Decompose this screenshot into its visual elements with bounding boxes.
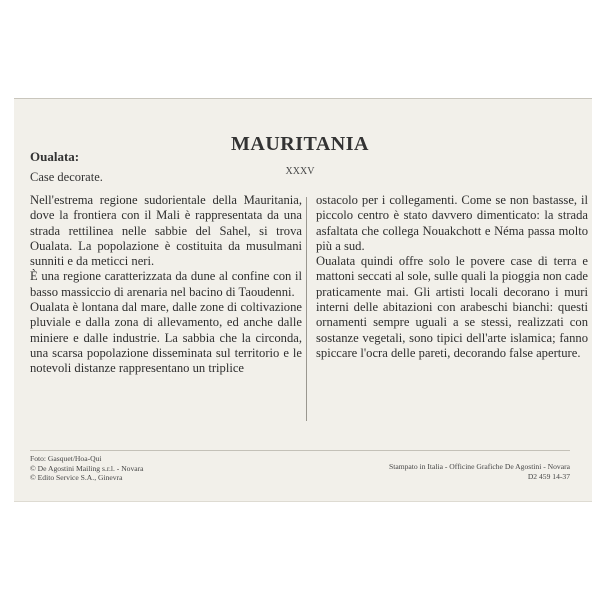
place-name: Oualata:: [30, 149, 80, 164]
photo-caption: Case decorate.: [30, 170, 103, 184]
column-divider: [306, 197, 307, 421]
paragraph: Oualata quindi offre solo le povere case di terra e mattoni seccati al sole, sulle quali la pioggia non cade praticamente mai. Gli artisti locali decorano i muri interni delle abitazioni con arabeschi bianchi: questi ornamenti sempre uguali a se stessi, realizzati con sostanze vegetali, sono tipici dell'arte islamica; fanno spiccare l'ocra delle pareti, decorando false aperture.: [316, 254, 588, 360]
paragraph: ostacolo per i collegamenti. Come se non bastasse, il piccolo centro è stato davvero dimenticato: la strada asfaltata che collega Nouakchott e Néma passa molto più a sud.: [316, 193, 588, 253]
text-column-left: [30, 193, 302, 377]
text-column-right: [316, 193, 588, 361]
footer-divider: [30, 450, 570, 451]
credits: [30, 454, 144, 483]
printer-info: [389, 462, 570, 481]
paragraph: Oualata è lontana dal mare, dalle zone di coltivazione pluviale e dalla zona di allevamento, ed anche dalle miniere e dalle industrie. La sabbia che la circonda, una scarsa popolazione disseminata sul territorio e le notevoli distanze rappresentano un triplice: [30, 300, 302, 376]
copyright-line: © Edito Service S.A., Ginevra: [30, 473, 123, 482]
paragraph: È una regione caratterizzata da dune al confine con il basso massiccio di arenaria nel bacino di Taoudenni.: [30, 269, 302, 299]
page-title: MAURITANIA: [231, 133, 369, 155]
paragraph: Nell'estrema regione sudorientale della Mauritania, dove la frontiera con il Mali è rappresentata da una strada rettilinea nelle sabbie del Sahel, si trova Oualata. La popolazione è costituita da musulmani sunniti e da meticci neri.: [30, 193, 302, 269]
photo-credit: Foto: Gasquet/Hoa-Qui: [30, 454, 102, 463]
printer-line: Stampato in Italia - Officine Grafiche De Agostini - Novara: [389, 462, 570, 471]
copyright-line: © De Agostini Mailing s.r.l. - Novara: [30, 463, 144, 473]
card-number: XXXV: [285, 166, 315, 177]
card-code: D2 459 14-37: [527, 471, 570, 481]
